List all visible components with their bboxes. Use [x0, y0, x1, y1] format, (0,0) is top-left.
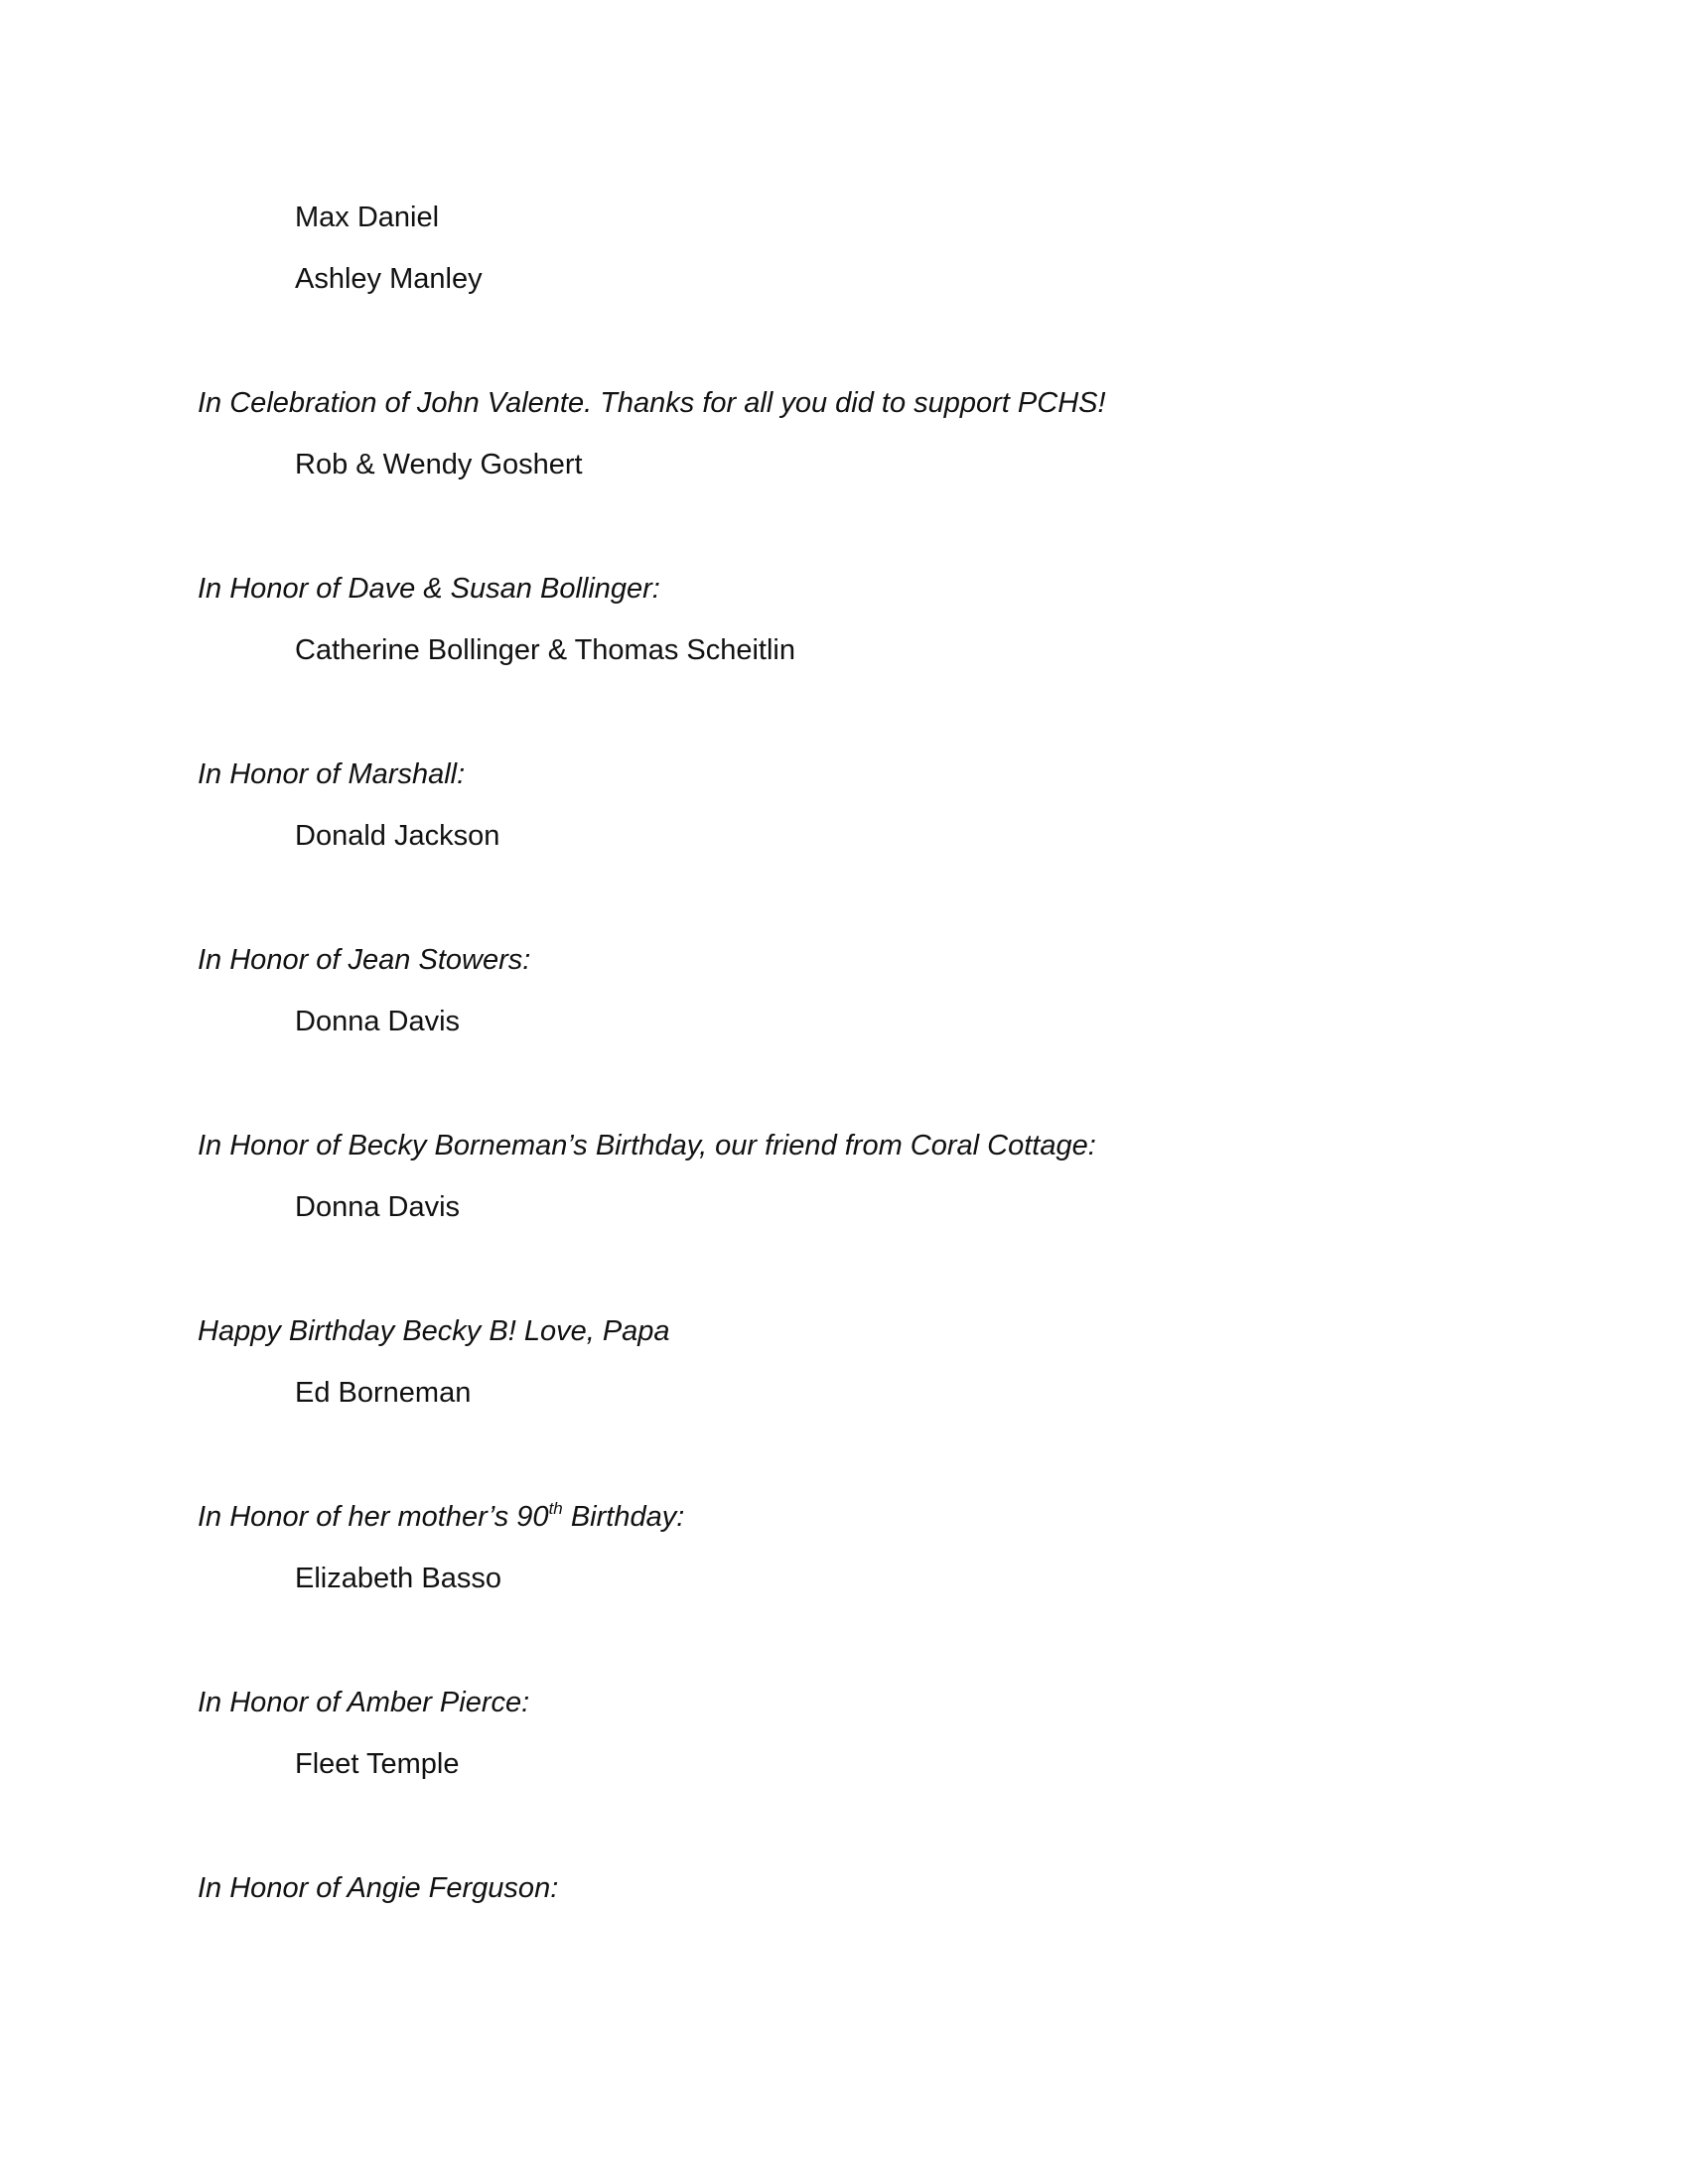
donor-name: Donna Davis [295, 1006, 461, 1037]
section-heading [198, 1499, 685, 1533]
heading-text: In Honor of her mother’s 90 [198, 1501, 549, 1533]
section-heading: In Honor of Marshall: [198, 758, 466, 790]
section-heading: In Celebration of John Valente. Thanks for all you did to support PCHS! [198, 387, 1106, 419]
section-heading: In Honor of Amber Pierce: [198, 1687, 530, 1718]
donor-name: Ed Borneman [295, 1377, 472, 1409]
donor-name: Donna Davis [295, 1191, 461, 1223]
donor-name: Fleet Temple [295, 1748, 460, 1780]
donor-name: Elizabeth Basso [295, 1563, 501, 1594]
donor-name: Rob & Wendy Goshert [295, 449, 583, 480]
section-heading: In Honor of Becky Borneman’s Birthday, our friend from Coral Cottage: [198, 1130, 1096, 1161]
section-heading: In Honor of Angie Ferguson: [198, 1872, 559, 1904]
donor-name: Catherine Bollinger & Thomas Scheitlin [295, 634, 796, 666]
donor-name: Max Daniel [295, 202, 440, 233]
donor-name: Donald Jackson [295, 820, 500, 852]
section-heading: In Honor of Jean Stowers: [198, 944, 531, 976]
ordinal-superscript: th [548, 1499, 563, 1518]
donor-name: Ashley Manley [295, 263, 483, 295]
section-heading: In Honor of Dave & Susan Bollinger: [198, 573, 660, 605]
section-heading: Happy Birthday Becky B! Love, Papa [198, 1315, 670, 1347]
heading-text: Birthday: [562, 1501, 685, 1533]
